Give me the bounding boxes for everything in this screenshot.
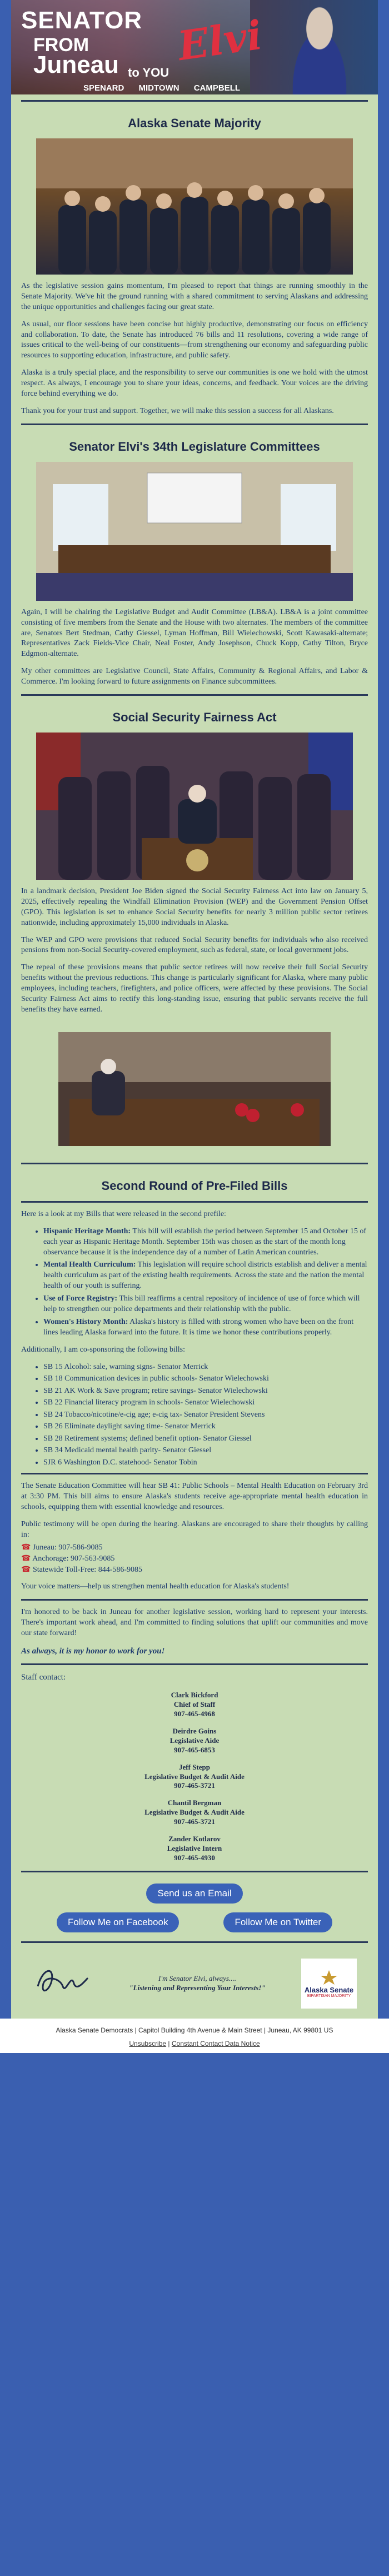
- divider: [21, 1473, 368, 1474]
- divider: [21, 100, 368, 102]
- section-title-ssfa: Social Security Fairness Act: [112, 710, 277, 725]
- senate-floor-photo: [58, 1032, 331, 1146]
- staff-name: Clark Bickford: [171, 1691, 218, 1700]
- bill-desc: This bill reaffirms a central repository of incidence of use of force which will help to strengthen our police departments and their relationship with the public.: [43, 1294, 360, 1313]
- majority-paragraph: Alaska is a truly special place, and the responsibility to serve our communities is one we hold with the utmost respect. As always, I encourage you to share your ideas, concerns, and feedback. Your voices are the driving force behind everything we do.: [21, 368, 368, 398]
- banner-toyou: to YOU: [128, 66, 169, 79]
- cosponsored-bill: • SJR 6 Washington D.C. statehood- Senator Tobin: [43, 1458, 368, 1468]
- committee-room-photo: [36, 462, 353, 601]
- majority-paragraph: As the legislative session gains momentum, I'm pleased to report that things are running smoothly in the Senate Majority. We've hit the ground running with a shared commitment to serving Alaskans and addressing the unique opportunities and challenges facing our great state.: [21, 282, 368, 311]
- newsletter: [11, 0, 378, 2019]
- phone-number[interactable]: Statewide Toll-Free: 844-586-9085: [32, 1565, 143, 1574]
- staff-phone[interactable]: 907-465-4930: [174, 1853, 215, 1862]
- banner-juneau: Juneau: [33, 51, 119, 78]
- staff-member: [21, 1727, 368, 1755]
- signature-tagline: [129, 1974, 265, 1993]
- cosponsored-bill: • SB 24 Tobacco/nicotine/e-cig age; e-cig tax- Senator President Stevens: [43, 1410, 368, 1420]
- banner-from: FROM: [33, 34, 89, 56]
- phone-line: [21, 1542, 368, 1553]
- divider: [21, 1163, 368, 1164]
- footer-address: Alaska Senate Democrats | Capitol Building 4th Avenue & Main Street | Juneau, AK 99801 US: [56, 2026, 333, 2034]
- divider: [21, 423, 368, 425]
- staff-role: Legislative Budget & Audit Aide: [144, 1772, 245, 1781]
- cosponsored-bill: • SB 18 Communication devices in public schools- Senator Wielechowski: [43, 1374, 368, 1384]
- staff-phone[interactable]: 907-465-3721: [174, 1781, 215, 1790]
- send-email-button[interactable]: Send us an Email: [146, 1884, 242, 1904]
- closing-paragraph: I'm honored to be back in Juneau for another legislative session, working hard to represent your interests. There's important work ahead, and I'm committed to finding solutions that uplift our communities and move our state forward!: [21, 1608, 368, 1637]
- bill-signing-photo: [36, 733, 353, 880]
- committees-paragraph: My other committees are Legislative Council, State Affairs, Community & Regional Affairs, and Labor & Commerce. I'm looking forward to future assignments on Finance subcommittees.: [21, 667, 368, 686]
- majority-paragraph: Thank you for your trust and support. Together, we will make this session a success for all Alaskans.: [21, 406, 334, 415]
- divider: [21, 1599, 368, 1601]
- staff-phone[interactable]: 907-465-6853: [174, 1745, 215, 1754]
- closing-paragraph: The Senate Education Committee will hear SB 41: Public Schools – Mental Health Education on February 3rd at 3:30 PM. This bill aims to ensure Alaska's students receive age-appropriate mental health education in schools, equipping them with essential knowledge and resources.: [21, 1482, 368, 1511]
- prefiled-bill-list: [43, 1227, 368, 1338]
- cosponsored-bill: • SB 34 Medicaid mental health parity- Senator Giessel: [43, 1446, 368, 1456]
- cosponsored-bill-list: [43, 1362, 368, 1468]
- ssfa-paragraph: The WEP and GPO were provisions that reduced Social Security benefits for individuals who also received pensions from non-Social Security-covered employment, such as federal, state, or local government jobs.: [21, 935, 368, 955]
- phone-line: [21, 1553, 368, 1564]
- phone-icon: ☎: [21, 1543, 31, 1552]
- seal-icon: [318, 1969, 340, 1986]
- ssfa-paragraph: The repeal of these provisions means that public sector retirees will now receive their full Social Security benefits without the previous reductions. This change is particularly significant for Alaska, where many public employees, including teachers, firefighters, and police officers, were affected by these provisions. The Social Security Fairness Act aims to rectify this long-standing issue, ensuring that public servants receive the full benefits they have earned.: [21, 963, 368, 1014]
- staff-role: Legislative Intern: [167, 1843, 222, 1852]
- phone-icon: ☎: [21, 1565, 31, 1574]
- banner-neighborhoods: SPENARD MIDTOWN CAMPBELL: [83, 83, 241, 93]
- banner-elvi-logo: Elvi: [174, 11, 265, 70]
- sig-line: "Listening and Representing Your Interests!": [129, 1983, 266, 1992]
- prefiled-intro: Here is a look at my Bills that were released in the second prefile:: [21, 1209, 226, 1218]
- majority-group-photo: [36, 138, 353, 275]
- senate-majority-logo: [301, 1959, 357, 2009]
- staff-phone[interactable]: 907-465-3721: [174, 1817, 215, 1826]
- staff-phone[interactable]: 907-465-4968: [174, 1710, 215, 1718]
- seal-subtitle: BIPARTISAN MAJORITY: [307, 1994, 351, 1998]
- cosponsored-bill: • SB 28 Retirement systems; defined benefit option- Senator Giessel: [43, 1434, 368, 1444]
- seal-title: Alaska Senate: [304, 1985, 354, 1994]
- bill-desc: Alaska's history is filled with strong women who have been on the front lines leading Alaska forward into the future. It is time we honor these contributions properly.: [43, 1317, 354, 1337]
- divider: [21, 1871, 368, 1872]
- phone-icon: ☎: [21, 1554, 31, 1563]
- staff-role: Chief of Staff: [173, 1700, 216, 1709]
- bill-desc: This bill will establish the period between September 15 and October 15 of each year as Hispanic Heritage Month. September 15th was chosen as the start of the month long observance because it is the independence day of a number of Latin American countries.: [43, 1227, 367, 1257]
- signoff: As always, it is my honor to work for you!: [21, 1646, 165, 1656]
- bill-item: [43, 1260, 368, 1292]
- cosponsored-bill: • SB 15 Alcohol: sale, warning signs- Senator Merrick: [43, 1362, 368, 1372]
- phone-line: [21, 1564, 368, 1576]
- majority-paragraph: As usual, our floor sessions have been concise but highly productive, demonstrating our focus on efficiency and collaboration. To date, the Senate has introduced 76 bills and 11 resolutions, covering a wide range of issues critical to the well-being of our constituents—from strengthening our economy and safeguarding public resources to supporting education, infrastructure, and public safety.: [21, 320, 368, 360]
- bill-name: Women's History Month:: [43, 1317, 128, 1326]
- senator-portrait: [278, 0, 361, 94]
- staff-role: Legislative Aide: [169, 1736, 220, 1745]
- staff-name: Deirdre Goins: [172, 1726, 217, 1735]
- email-row: [21, 1884, 368, 1904]
- cosponsor-intro: Additionally, I am co-sponsoring the following bills:: [21, 1345, 186, 1354]
- phone-number[interactable]: Juneau: 907-586-9085: [32, 1543, 103, 1552]
- bill-desc: This legislation will require school districts establish and deliver a mental health curriculum as part of the existing health requirements. Across the state and the nation the mental health of our youth is suffering.: [43, 1260, 367, 1291]
- twitter-button[interactable]: Follow Me on Twitter: [223, 1912, 332, 1932]
- phone-number[interactable]: Anchorage: 907-563-9085: [32, 1554, 115, 1563]
- divider: [21, 1663, 368, 1665]
- ssfa-paragraph: In a landmark decision, President Joe Biden signed the Social Security Fairness Act into law on January 5, 2025, effectively repealing the Windfall Elimination Provision (WEP) and the Government Pension Offset (GPO). This legislation is set to enhance Social Security benefits for nearly 3 million public sector retirees nationwide, including approximately 15,000 individuals in Alaska.: [21, 887, 368, 927]
- staff-member: [21, 1798, 368, 1827]
- section-title-prefiled: Second Round of Pre-Filed Bills: [101, 1178, 288, 1193]
- bill-name: Use of Force Registry:: [43, 1294, 118, 1303]
- section-title-majority: Alaska Senate Majority: [128, 116, 261, 130]
- divider: [21, 1941, 368, 1943]
- footer-links: [0, 2040, 389, 2047]
- staff-member: [21, 1835, 368, 1863]
- social-row: [21, 1912, 368, 1932]
- facebook-button[interactable]: Follow Me on Facebook: [57, 1912, 179, 1932]
- closing-paragraph: Public testimony will be open during the hearing. Alaskans are encouraged to share their thoughts by calling in:: [21, 1519, 368, 1539]
- bill-item: [43, 1294, 368, 1315]
- banner-senator: SENATOR: [21, 7, 143, 34]
- cosponsored-bill: • SB 21 AK Work & Save program; retire savings- Senator Wielechowski: [43, 1386, 368, 1396]
- unsubscribe-link[interactable]: Unsubscribe: [129, 2039, 167, 2047]
- section-title-committees: Senator Elvi's 34th Legislature Committees: [69, 439, 320, 454]
- staff-member: [21, 1691, 368, 1719]
- bill-item: [43, 1227, 368, 1258]
- staff-name: Jeff Stepp: [179, 1762, 210, 1771]
- staff-member: [21, 1763, 368, 1791]
- closing-paragraph: Your voice matters—help us strengthen mental health education for Alaska's students!: [21, 1582, 290, 1591]
- sig-line: I'm Senator Elvi, always....: [158, 1974, 236, 1982]
- link-separator: |: [168, 2039, 172, 2047]
- cosponsored-bill: • SB 22 Financial literacy program in schools- Senator Wielechowski: [43, 1398, 368, 1408]
- bill-name: Hispanic Heritage Month:: [43, 1227, 131, 1235]
- privacy-link[interactable]: Constant Contact Data Notice: [171, 2039, 260, 2047]
- staff-heading: Staff contact:: [21, 1673, 66, 1682]
- bill-name: Mental Health Curriculum:: [43, 1260, 136, 1269]
- staff-name: Zander Kotlarov: [168, 1835, 221, 1843]
- email-footer: [0, 2019, 389, 2053]
- bill-item: [43, 1317, 368, 1338]
- staff-role: Legislative Budget & Audit Aide: [144, 1808, 245, 1817]
- divider: [21, 1201, 368, 1203]
- signature-row: [21, 1949, 368, 2019]
- committees-paragraph: Again, I will be chairing the Legislative Budget and Audit Committee (LB&A). LB&A is a joint committee consisting of five members from the Senate and the House with two alternates. The members of the committee are, Senators Bert Stedman, Cathy Giessel, Lyman Hoffman, Bill Wielechowski, Scott Kawasaki-alternate; Representatives Zack Fields-Vice Chair, Neal Foster, Andy Josephson, Chuck Kopp, Cathy Tilton, Bryce Edgmon-alternate.: [21, 607, 368, 659]
- divider: [21, 694, 368, 696]
- staff-name: Chantil Bergman: [167, 1798, 222, 1807]
- signature-graphic: [32, 1961, 93, 2006]
- header-banner: [11, 0, 378, 94]
- cosponsored-bill: • SB 26 Eliminate daylight saving time- Senator Merrick: [43, 1422, 368, 1432]
